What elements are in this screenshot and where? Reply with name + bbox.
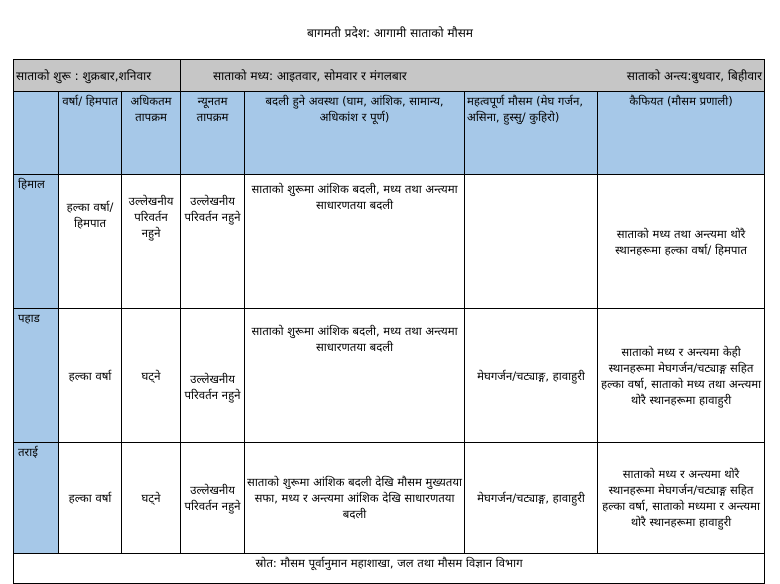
region-cell: तराई [14,443,59,554]
remarks-cell: साताको मध्य र अन्त्यमा थोरै स्थानहरूमा मेघगर्जन/चट्याङ्ग सहित हल्का वर्षा, साताको मध्यमा र अन्त्यमा थोरै स्थानहरूमा हावाहुरी [598,443,765,554]
week-mid-end-cell [181,60,765,92]
max-temp-cell: घट्ने [122,309,181,443]
min-temp-cell: उल्लेखनीय परिवर्तन नहुने [181,443,245,554]
min-temp-cell: उल्लेखनीय परिवर्तन नहुने [181,175,245,309]
important-cell [465,175,598,309]
region-cell: पहाड [14,309,59,443]
region-cell: हिमाल [14,175,59,309]
source-text: स्रोत: मौसम पूर्वानुमान महाशाखा, जल तथा मौसम विज्ञान विभाग [14,554,765,584]
remarks-cell: साताको मध्य तथा अन्त्यमा थोरै स्थानहरूमा हल्का वर्षा/ हिमपात [598,175,765,309]
table-row [14,443,765,554]
week-end: साताको अन्त्य:बुधवार, बिहीवार [626,68,763,83]
max-temp-cell: उल्लेखनीय परिवर्तन नहुने [122,175,181,309]
rain-cell: हल्का वर्षा [59,443,122,554]
header-max-temp: अधिकतम तापक्रम [122,92,181,175]
header-remarks: कैफियत (मौसम प्रणाली) [598,92,765,175]
max-temp-cell: घट्ने [122,443,181,554]
change-cell: साताको शुरूमा आंशिक बदली, मध्य तथा अन्त्यमा साधारणतया बदली [245,175,465,309]
header-region [14,92,59,175]
change-cell: साताको शुरूमा आंशिक बदली देखि मौसम मुख्यतया सफा, मध्य र अन्त्यमा आंशिक देखि साधारणतया बदली [245,443,465,554]
table-row [14,309,765,443]
remarks-cell: साताको मध्य र अन्त्यमा केही स्थानहरूमा मेघगर्जन/चट्याङ्ग सहित हल्का वर्षा, साताको मध्य तथा अन्त्यमा थोरै स्थानहरूमा हावाहुरी [598,309,765,443]
week-row [14,60,765,92]
important-cell: मेघगर्जन/चट्याङ्ग, हावाहुरी [465,443,598,554]
rain-cell: हल्का वर्षा/ हिमपात [59,175,122,309]
header-min-temp: न्यूनतम तापक्रम [181,92,245,175]
source-row [14,554,765,584]
header-important: महत्वपूर्ण मौसम (मेघ गर्जन, असिना, हुस्सु/ कुहिरो) [465,92,598,175]
page-title: बागमती प्रदेश: आगामी साताको मौसम [307,26,473,40]
table-row [14,175,765,309]
week-middle: साताको मध्य: आइतवार, सोमवार र मंगलबार [213,68,407,83]
forecast-table-wrapper [13,59,764,570]
change-cell: साताको शुरूमा आंशिक बदली, मध्य तथा अन्त्यमा साधारणतया बदली [245,309,465,443]
header-change: बदली हुने अवस्था (घाम, आंशिक, सामान्य, अधिकांश र पूर्ण) [245,92,465,175]
header-rain: वर्षा/ हिमपात [59,92,122,175]
min-temp-cell: उल्लेखनीय परिवर्तन नहुने [181,309,245,443]
important-cell: मेघगर्जन/चट्याङ्ग, हावाहुरी [465,309,598,443]
forecast-table [13,59,765,584]
week-start: साताको शुरू : शुक्रबार,शनिवार [14,60,181,92]
rain-cell: हल्का वर्षा [59,309,122,443]
header-row [14,92,765,175]
